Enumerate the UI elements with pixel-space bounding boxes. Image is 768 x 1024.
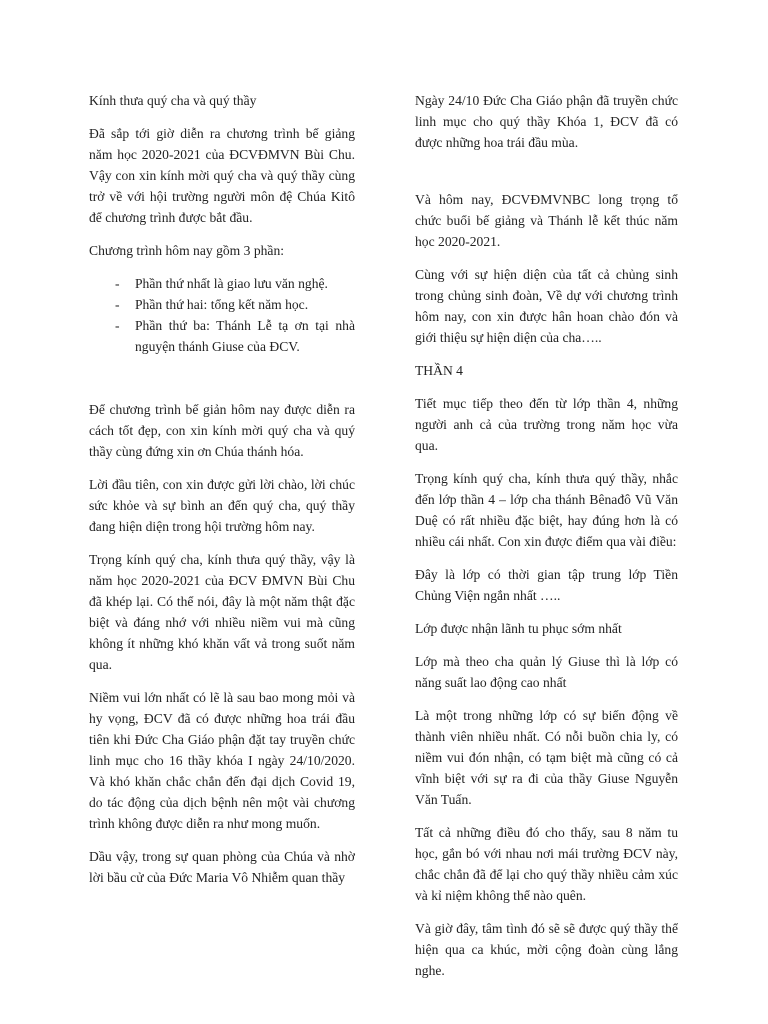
dash-marker: - — [115, 318, 120, 333]
paragraph: Chương trình hôm nay gồm 3 phần: — [89, 243, 285, 258]
list-item-text: Phần thứ ba: Thánh Lễ tạ ơn tại nhà nguyện thánh Giuse của ĐCV. — [135, 318, 355, 354]
list-item-text: Phần thứ hai: tổng kết năm học. — [135, 297, 309, 312]
paragraph: Lớp được nhận lãnh tu phục sớm nhất — [415, 621, 622, 636]
paragraph: Tiết mục tiếp theo đến từ lớp thần 4, những người anh cả của trường trong năm học vừa qua. — [415, 396, 678, 453]
paragraph: Lớp mà theo cha quản lý Giuse thì là lớp có năng suất lao động cao nhất — [415, 654, 678, 690]
paragraph: Và hôm nay, ĐCVĐMVNBC long trọng tổ chức buổi bế giảng và Thánh lễ kết thúc năm học 2020-2021. — [415, 192, 678, 249]
paragraph: Trọng kính quý cha, kính thưa quý thầy, nhắc đến lớp thần 4 – lớp cha thánh Bênađô Vũ Văn Duệ có rất nhiều đặc biệt, hay đúng hơn là có nhiều cái nhất. Con xin được điểm qua vài điều: — [415, 471, 678, 549]
spacer — [89, 369, 355, 399]
dash-marker: - — [115, 276, 120, 291]
paragraph: Dầu vậy, trong sự quan phòng của Chúa và nhờ lời bầu cử của Đức Maria Vô Nhiễm quan thầy — [89, 849, 355, 885]
dash-marker: - — [115, 297, 120, 312]
paragraph: Lời đầu tiên, con xin được gửi lời chào, lời chúc sức khỏe và sự bình an đến quý cha, quý thầy đang hiện diện trong hội trường hôm nay. — [89, 477, 355, 534]
paragraph: Và giờ đây, tâm tình đó sẽ sẽ được quý thầy thể hiện qua ca khúc, mời cộng đoàn cùng lắng nghe. — [415, 921, 678, 978]
paragraph: Tất cả những điều đó cho thấy, sau 8 năm tu học, gắn bó với nhau nơi mái trường ĐCV này, chắc chắn đã để lại cho quý thầy nhiều cảm xúc và kỉ niệm không thể nào quên. — [415, 825, 678, 903]
list-item-text: Phần thứ nhất là giao lưu văn nghệ. — [135, 276, 328, 291]
section-heading: THẦN 4 — [415, 363, 463, 378]
list-item — [115, 315, 355, 357]
paragraph: Trọng kính quý cha, kính thưa quý thầy, vậy là năm học 2020-2021 của ĐCV ĐMVN Bùi Chu đã khép lại. Có thể nói, đây là một năm thật đặc biệt và đáng nhớ với nhiều niềm vui mà cũng không ít những khó khăn vất vả trong suốt năm qua. — [89, 552, 355, 672]
paragraph: Đã sắp tới giờ diễn ra chương trình bế giảng năm học 2020-2021 của ĐCVĐMVN Bùi Chu. Vậy con xin kính mời quý cha và quý thầy cùng trở về với hội trường người môn đệ Chúa Kitô để chương trình được bắt đầu. — [89, 126, 355, 225]
program-list — [89, 273, 355, 357]
paragraph: Là một trong những lớp có sự biến động về thành viên nhiều nhất. Có nỗi buồn chia ly, có niềm vui đón nhận, có tạm biệt mà cũng có cả vĩnh biệt với sự ra đi của thầy Giuse Nguyễn Văn Tuấn. — [415, 708, 678, 807]
paragraph: Đây là lớp có thời gian tập trung lớp Tiền Chủng Viện ngắn nhất ….. — [415, 567, 678, 603]
spacer — [415, 165, 678, 189]
paragraph: Niềm vui lớn nhất có lẽ là sau bao mong mỏi và hy vọng, ĐCV đã có được những hoa trái đầu tiên khi Đức Cha Giáo phận đặt tay truyền chức linh mục cho 16 thầy khóa I ngày 24/10/2020. Và khó khăn chắc chắn đến đại dịch Covid 19, do tác động của dịch bệnh nên một vài chương trình không được diễn ra như mong muốn. — [89, 690, 355, 831]
greeting: Kính thưa quý cha và quý thầy — [89, 93, 257, 108]
right-column — [415, 90, 678, 993]
list-item — [115, 294, 355, 315]
left-column — [89, 90, 355, 900]
paragraph: Để chương trình bế giản hôm nay được diễn ra cách tốt đẹp, con xin kính mời quý cha và quý thầy cùng đứng xin ơn Chúa thánh hóa. — [89, 402, 355, 459]
paragraph: Ngày 24/10 Đức Cha Giáo phận đã truyền chức linh mục cho quý thầy Khóa 1, ĐCV đã có được những hoa trái đầu mùa. — [415, 93, 678, 150]
list-item — [115, 273, 355, 294]
paragraph: Cùng với sự hiện diện của tất cả chủng sinh trong chủng sinh đoàn, Về dự với chương trình hôm nay, con xin được hân hoan chào đón và giới thiệu sự hiện diện của cha….. — [415, 267, 678, 345]
